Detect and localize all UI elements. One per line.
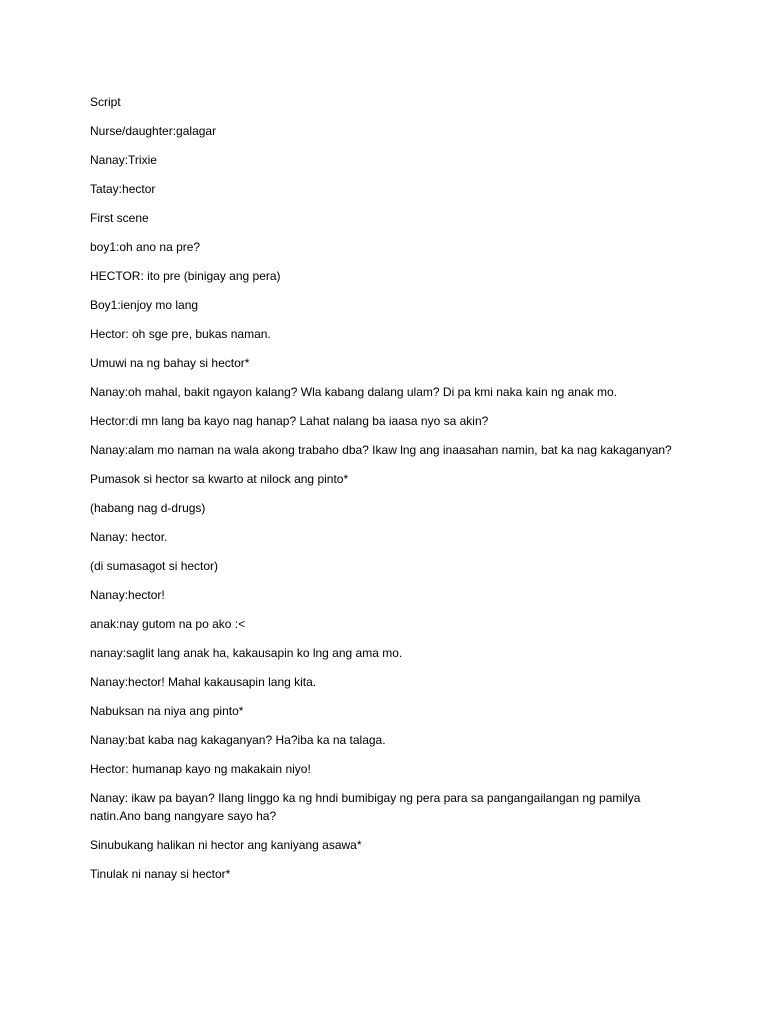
script-title: Script — [90, 95, 121, 109]
stage-direction: Sinubukang halikan ni hector ang kaniyang asawa* — [90, 838, 362, 852]
dialogue-line: HECTOR: ito pre (binigay ang pera) — [90, 269, 281, 283]
cast-line: Tatay:hector — [90, 182, 156, 196]
dialogue-line: Nanay:hector! Mahal kakausapin lang kita. — [90, 675, 317, 689]
script-body — [90, 93, 680, 894]
dialogue-line: anak:nay gutom na po ako :< — [90, 617, 246, 631]
dialogue-line: Nanay: ikaw pa bayan? Ilang linggo ka ng hndi bumibigay ng pera para sa pangangailangan ng pamilya natin.Ano bang nangyare sayo ha? — [90, 791, 641, 823]
cast-line: Nanay:Trixie — [90, 153, 157, 167]
dialogue-line: boy1:oh ano na pre? — [90, 240, 201, 254]
stage-direction: Nabuksan na niya ang pinto* — [90, 704, 244, 718]
stage-direction: Tinulak ni nanay si hector* — [90, 867, 231, 881]
dialogue-line: Hector:di mn lang ba kayo nag hanap? Lahat nalang ba iaasa nyo sa akin? — [90, 414, 489, 428]
stage-direction: (di sumasagot si hector) — [90, 559, 219, 573]
dialogue-line: Nanay:alam mo naman na wala akong trabaho dba? Ikaw lng ang inaasahan namin, bat ka nag kakaganyan? — [90, 443, 672, 457]
dialogue-line: Nanay: hector. — [90, 530, 168, 544]
dialogue-line: Hector: humanap kayo ng makakain niyo! — [90, 762, 311, 776]
dialogue-line: Nanay:oh mahal, bakit ngayon kalang? Wla kabang dalang ulam? Di pa kmi naka kain ng anak mo. — [90, 385, 617, 399]
dialogue-line: nanay:saglit lang anak ha, kakausapin ko lng ang ama mo. — [90, 646, 403, 660]
stage-direction: (habang nag d-drugs) — [90, 501, 206, 515]
stage-direction: Umuwi na ng bahay si hector* — [90, 356, 250, 370]
dialogue-line: Nanay:hector! — [90, 588, 165, 602]
dialogue-line: Nanay:bat kaba nag kakaganyan? Ha?iba ka na talaga. — [90, 733, 386, 747]
cast-line: Nurse/daughter:galagar — [90, 124, 217, 138]
dialogue-line: Boy1:ienjoy mo lang — [90, 298, 199, 312]
stage-direction: Pumasok si hector sa kwarto at nilock ang pinto* — [90, 472, 349, 486]
scene-heading: First scene — [90, 211, 149, 225]
dialogue-line: Hector: oh sge pre, bukas naman. — [90, 327, 271, 341]
